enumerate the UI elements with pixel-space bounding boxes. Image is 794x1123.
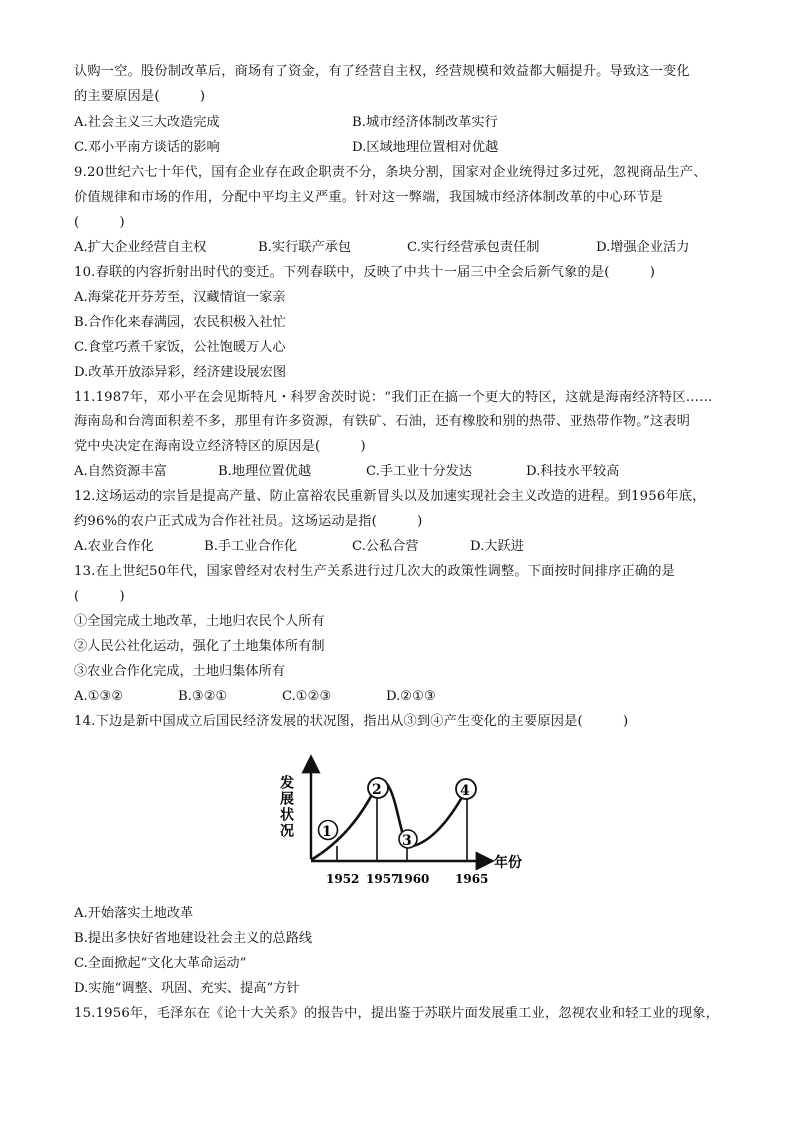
economy-development-chart xyxy=(266,747,538,895)
q10-option-d: D.改革开放添异彩，经济建设展宏图 xyxy=(74,365,287,380)
svg-text:4: 4 xyxy=(460,783,470,799)
q10-stem: 10.春联的内容折射出时代的变迁。下列春联中，反映了中共十一届三中全会后新气象的是( ) xyxy=(74,265,656,280)
q11-option-d: D.科技水平较高 xyxy=(526,464,620,479)
q9-option-c: C.实行经营承包责任制 xyxy=(407,240,540,255)
q11-stem-line1: 11.1987年，邓小平在会见斯特凡・科罗舍茨时说：“我们正在搞一个更大的特区，这就是海南经济特区…… xyxy=(74,390,713,405)
q9-stem-line3: ( ) xyxy=(74,215,125,230)
q14-option-c: C.全面掀起“文化大革命运动” xyxy=(74,956,247,971)
q13-item-2: ②人民公社化运动，强化了土地集体所有制 xyxy=(74,639,325,654)
q8-option-b: B.城市经济体制改革实行 xyxy=(352,115,498,130)
q11-stem-line2: 海南岛和台湾面积差不多，那里有许多资源，有铁矿、石油，还有橡胶和别的热带、亚热带作物。”这表明 xyxy=(74,414,691,429)
q9-option-a: A.扩大企业经营自主权 xyxy=(74,240,207,255)
q8-stem-line1: 认购一空。股份制改革后，商场有了资金，有了经营自主权，经营规模和效益都大幅提升。导致这一变化 xyxy=(74,64,690,79)
q10-option-c: C.食堂巧煮千家饭，公社饱暖万人心 xyxy=(74,340,286,355)
q11-option-b: B.地理位置优越 xyxy=(218,464,312,479)
svg-text:2: 2 xyxy=(372,782,382,798)
q9-stem-line2: 价值规律和市场的作用，分配中平均主义严重。针对这一弊端，我国城市经济体制改革的中心环节是 xyxy=(74,190,664,205)
q9-option-b: B.实行联产承包 xyxy=(258,240,352,255)
q14-option-b: B.提出多快好省地建设社会主义的总路线 xyxy=(74,931,313,946)
q14-stem: 14.下边是新中国成立后国民经济发展的状况图，指出从③到④产生变化的主要原因是( ) xyxy=(74,714,629,729)
q12-option-a: A.农业合作化 xyxy=(74,539,154,554)
q10-option-b: B.合作化来春满园，农民积极入社忙 xyxy=(74,315,286,330)
q13-item-3: ③农业合作化完成，土地归集体所有 xyxy=(74,664,285,679)
q11-option-a: A.自然资源丰富 xyxy=(74,464,167,479)
q13-item-1: ①全国完成土地改革，土地归农民个人所有 xyxy=(74,614,325,629)
q13-stem-line2: ( ) xyxy=(74,589,125,604)
q13-stem-line1: 13.在上世纪50年代，国家曾经对农村生产关系进行过几次大的政策性调整。下面按时间排序正确的是 xyxy=(74,564,676,579)
q12-stem-line1: 12.这场运动的宗旨是提高产量、防止富裕农民重新冒头以及加速实现社会主义改造的进程。到1956年底， xyxy=(74,489,706,504)
q10-option-a: A.海棠花开芬芳至，汉藏情谊一家亲 xyxy=(74,290,286,305)
point-label-1 xyxy=(319,821,338,841)
q12-stem-line2: 约96%的农户正式成为合作社社员。这场运动是指( ) xyxy=(74,514,423,529)
q11-option-c: C.手工业十分发达 xyxy=(366,464,473,479)
svg-text:1: 1 xyxy=(322,824,332,840)
point-label-4 xyxy=(456,779,476,799)
q15-stem-line1: 15.1956年，毛泽东在《论十大关系》的报告中，提出鉴于苏联片面发展重工业，忽视农业和轻工业的现象， xyxy=(74,1006,719,1021)
q13-option-b: B.③②① xyxy=(178,689,228,704)
y-axis-label: 发展状况 xyxy=(278,775,294,839)
x-tick-1952: 1952 xyxy=(326,872,360,886)
q8-option-d: D.区域地理位置相对优越 xyxy=(352,140,499,155)
q11-stem-line3: 党中央决定在海南设立经济特区的原因是( ) xyxy=(74,439,366,454)
x-tick-1960: 1960 xyxy=(396,872,430,886)
q8-option-c: C.邓小平南方谈话的影响 xyxy=(74,140,220,155)
x-tick-1965: 1965 xyxy=(455,872,489,886)
x-axis-label: 年份 xyxy=(494,855,522,871)
q12-option-c: C.公私合营 xyxy=(352,539,419,554)
svg-text:3: 3 xyxy=(402,833,412,849)
q13-option-a: A.①③② xyxy=(74,689,124,704)
development-curve xyxy=(311,781,466,860)
q14-option-a: A.开始落实土地改革 xyxy=(74,906,194,921)
x-tick-1957: 1957 xyxy=(366,872,400,886)
q8-option-a: A.社会主义三大改造完成 xyxy=(74,115,220,130)
point-label-2 xyxy=(368,778,388,798)
q12-option-d: D.大跃进 xyxy=(470,539,524,554)
q9-option-d: D.增强企业活力 xyxy=(596,240,690,255)
q14-option-d: D.实施“调整、巩固、充实、提高”方针 xyxy=(74,981,300,996)
q8-stem-line2: 的主要原因是( ) xyxy=(74,89,206,104)
q9-stem-line1: 9.20世纪六七十年代，国有企业存在政企职责不分，条块分割，国家对企业统得过多过死，忽视商品生产、 xyxy=(74,165,707,180)
q12-option-b: B.手工业合作化 xyxy=(204,539,298,554)
q13-option-d: D.②①③ xyxy=(386,689,436,704)
point-label-3 xyxy=(399,830,417,849)
q13-option-c: C.①②③ xyxy=(282,689,332,704)
